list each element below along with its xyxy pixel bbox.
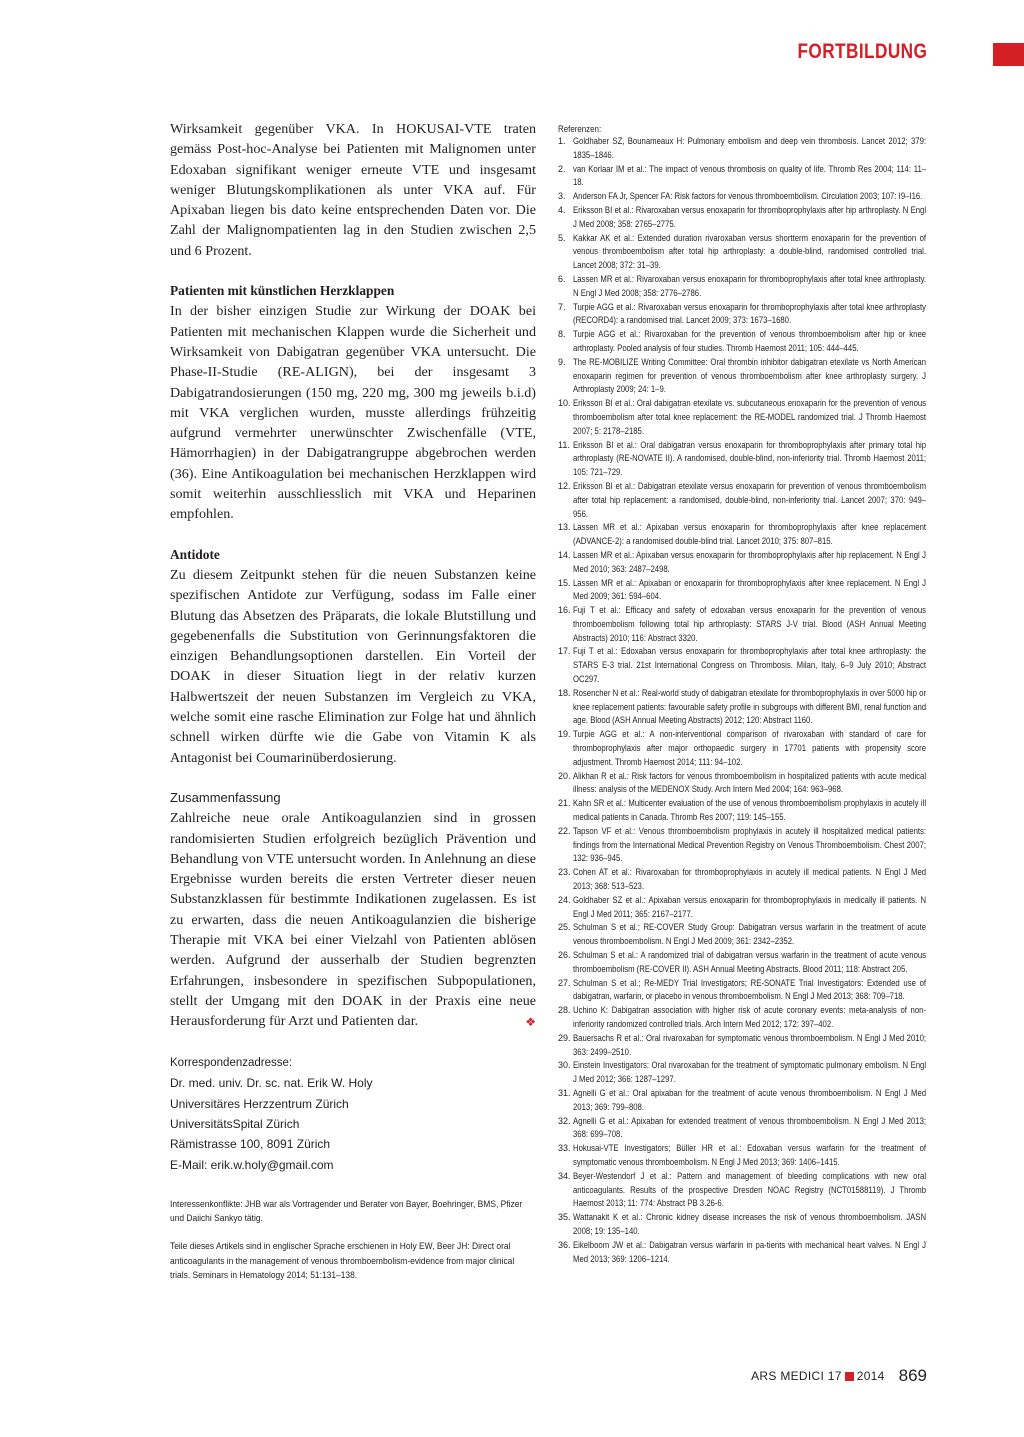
square-icon — [845, 1372, 854, 1381]
reference-text: Agnelli G et al.: Apixaban for extended treatment of venous thromboembolism. N Engl J Med 2013; 368: 699–708. — [573, 1115, 927, 1140]
reference-text-wrap — [573, 1211, 926, 1239]
reference-number: 31. — [558, 1087, 571, 1098]
reference-text-wrap — [573, 521, 926, 549]
paragraph-summary — [170, 808, 536, 1031]
reference-item — [558, 577, 926, 605]
reference-text: Goldhaber SZ et al.: Apixaban versus enoxaparin for thromboprophylaxis in medically ill patients. N Engl J Med 2011; 365: 2167–2177. — [573, 894, 927, 919]
reference-text-wrap — [573, 397, 926, 438]
reference-number: 5. — [558, 232, 566, 243]
reference-item — [558, 645, 926, 686]
intro-paragraph: Wirksamkeit gegenüber VKA. In HOKUSAI-VTE traten gemäss Post-hoc-Analyse bei Patienten mit Malignomen unter Edoxaban signifikant weniger erneute VTE und insgesamt weniger Blutungskomplikationen als unter VKA auf. Für Apixaban liegen bis dato keine entsprechenden Daten vor. Die Zahl der Malignompatienten lag in den Studien zwischen 2,5 und 6 Prozent. — [170, 121, 536, 259]
reference-text: Uchino K: Dabigatran association with higher risk of acute coronary events: meta-analysis of non-inferiority randomized controlled trials. Arch Intern Med 2012; 172: 397–402. — [573, 1005, 927, 1029]
reference-text-wrap — [573, 894, 926, 922]
reference-text: Agnelli G et al.: Oral apixaban for the treatment of acute venous thromboembolism. N Engl J Med 2013; 369: 799–808. — [573, 1087, 927, 1112]
reference-item — [558, 301, 926, 329]
paragraph-antidote: Zu diesem Zeitpunkt stehen für die neuen Substanzen keine spezifischen Antidote zur Verfügung, sodass im Falle einer Blutung das Absetzen des Präparats, die lokale Blutstillung und gegebenenfalls die Substitution von Gerinnungsfaktoren die einzigen Behandlungsoptionen darstellen. Ein Vorteil der DOAK in dieser Situation liegt in der relativ kurzen Halbwertszeit der neuen Substanzen im Vergleich zu VKA, welche somit eine rasche Elimination zur Folge hat und ähnlich schnell wirken dürfte wie die Gabe von Vitamin K als Antagonist bei Coumarinüberdosierung. — [170, 566, 536, 766]
reference-item — [558, 232, 926, 273]
reference-number: 12. — [558, 480, 571, 491]
reference-item — [558, 1059, 926, 1087]
reference-text: Turpie AGG et al.: Rivaroxaban for the prevention of venous thromboembolism after hip or knee arthroplasty. Pooled analysis of four studies. Thromb Haemost 2011; 105: 444–445. — [573, 329, 927, 353]
reference-number: 32. — [558, 1115, 571, 1126]
reference-text: Eikelboom JW et al.: Dabigatran versus warfarin in pa-tients with mechanical heart valves. N Engl J Med 2013; 369: 1206–1214. — [573, 1239, 927, 1264]
reference-number: 1. — [558, 136, 566, 146]
conflicts-note: Interessenkonflikte: JHB war als Vortragender und Berater von Bayer, Boehringer, BMS, Pfizer und Daiichi Sankyo tätig. — [170, 1197, 523, 1224]
reference-number: 29. — [558, 1032, 571, 1043]
reference-text: Turpie AGG et al.: Rivaroxaban versus enoxaparin for thromboprophylaxis after total knee arthroplasty (RECORD4): a randomised trial. Lancet 2009; 373: 1673–1680. — [573, 301, 927, 326]
reference-text: Cohen AT et al.: Rivaroxaban for thromboprophylaxis in acutely ill medical patients. N Engl J Med 2013; 368: 513–523. — [573, 867, 927, 892]
paragraph-valves: In der bisher einzigen Studie zur Wirkung der DOAK bei Patienten mit mechanischen Klappen wurde die Sicherheit und Wirksamkeit von Dabigatran gegenüber VKA untersucht. Die Phase-II-Studie (RE-ALIGN), bei der insgesamt 3 Dabigatrandosierungen (150 mg, 220 mg, 300 mg jeweils b.i.d) mit VKA verglichen wurden, musste allerdings frühzeitig aufgrund vermehrter unerwünschter Zwischenfälle (VTE, Hämorrhagien) in der Dabigatrangruppe abgebrochen werden (36). Eine Antikoagulation bei mechanischen Herzklappen wird somit weiterhin ausschliesslich mit VKA und Heparinen empfohlen. — [170, 303, 536, 523]
page-number: 869 — [898, 1366, 927, 1385]
reference-number: 27. — [558, 977, 571, 988]
reference-text: Schulman S et al.; RE-COVER Study Group: Dabigatran versus warfarin in the treatment of acute venous thromboembolism. N Engl J Med 2009; 361: 2342–2352. — [573, 922, 927, 947]
reference-item — [558, 687, 926, 728]
reference-text-wrap — [573, 770, 926, 798]
reference-text: Goldhaber SZ, Bounameaux H: Pulmonary embolism and deep vein thrombosis. Lancet 2012; 379: 1835–1846. — [573, 136, 927, 160]
reference-text: Rosencher N et al.: Real-world study of dabigatran etexilate for thromboprophylaxis in over 5000 hip or knee replacement patients: favourable safety profile in subgroups with different BMI, renal function and age. Blood (ASH Annual Meeting Abstracts) 2012; 120: Abstract 1160. — [573, 687, 927, 726]
reference-item — [558, 1170, 926, 1211]
reference-item — [558, 163, 926, 191]
reference-number: 30. — [558, 1060, 571, 1071]
section-title: FORTBILDUNG — [797, 40, 927, 63]
contact-label: Korrespondenzadresse: — [170, 1057, 293, 1070]
reference-text-wrap — [573, 1004, 926, 1032]
journal-name: ARS MEDICI 17 — [751, 1369, 842, 1383]
section-color-block — [993, 43, 1024, 66]
reference-number: 33. — [558, 1143, 571, 1154]
reference-number: 2. — [558, 163, 566, 174]
reference-number: 17. — [558, 646, 571, 657]
reference-item — [558, 549, 926, 577]
reference-number: 10. — [558, 398, 571, 409]
reference-text: Eriksson BI et al.: Oral dabigatran versus enoxaparin for thromboprophylaxis after primary total hip arthroplasty (RE-NOVATE II). A randomised, double-blind, non-inferiority trial. Thromb Haemost 2011; 105: 721–729. — [573, 439, 927, 478]
reference-text-wrap — [573, 439, 926, 480]
reference-item — [558, 604, 926, 645]
footer-journal — [751, 1369, 885, 1383]
reference-number: 21. — [558, 798, 571, 809]
reference-item — [558, 439, 926, 480]
heading-valves: Patienten mit künstlichen Herzklappen — [170, 283, 395, 299]
reference-text-wrap — [573, 328, 926, 356]
reference-item — [558, 894, 926, 922]
page-footer — [751, 1366, 927, 1386]
reference-text: Schulman S et al.: A randomized trial of dabigatran versus warfarin in the treatment of acute venous thromboembolism (RE-COVER II). ASH Annual Meeting Abstracts. Blood 2011; 118: Abstract 205. — [573, 950, 927, 974]
reference-text: Lassen MR et al.: Rivaroxaban versus enoxaparin for thromboprophylaxis after total knee arthroplasty. N Engl J Med 2008; 358: 2776–2786. — [573, 273, 927, 298]
heading-summary: Zusammenfassung — [170, 789, 281, 805]
reference-text: Eriksson BI et al.: Dabigatran etexilate versus enoxaparin for prevention of venous thromboembolism after total hip replacement: a randomised, double-blind, non-inferiority trial. Lancet 2007; 370: 949–956. — [573, 480, 927, 519]
reference-text: Eriksson BI et al.: Rivaroxaban versus enoxaparin for thromboprophylaxis after hip arthroplasty. N Engl J Med 2008; 358: 2765–2775. — [573, 204, 927, 229]
reference-text-wrap — [573, 1142, 926, 1170]
reference-number: 19. — [558, 729, 571, 740]
reference-text-wrap — [573, 273, 926, 301]
contact-email: E-Mail: erik.w.holy@gmail.com — [170, 1157, 334, 1172]
reference-text: Tapson VF et al.: Venous thromboembolism prophylaxis in acutely ill hospitalized medical patients: findings from the International Medical Prevention Registry on Venous Thromboembolism. Chest 2007; 132: 936–945. — [573, 825, 927, 864]
reference-item — [558, 1142, 926, 1170]
reference-item — [558, 273, 926, 301]
reference-number: 11. — [558, 439, 570, 450]
reference-text: Fuji T et al.: Efficacy and safety of edoxaban versus enoxaparin for the prevention of venous thromboembolism following total hip arthroplasty: STARS J-V trial. Blood (ASH Annual Meeting Abstracts) 2010; 116: Abstract 3320. — [573, 605, 927, 643]
reference-number: 25. — [558, 922, 571, 933]
reference-text-wrap — [573, 1115, 926, 1143]
reference-text: Lassen MR et al.: Apixaban versus enoxaparin for thromboprophylaxis after knee replacement (ADVANCE-2): a randomised double-blind trial. Lancet 2010; 375: 807–815. — [573, 522, 927, 547]
contact-name: Dr. med. univ. Dr. sc. nat. Erik W. Holy — [170, 1076, 373, 1091]
reference-text: Lassen MR et al.: Apixaban versus enoxaparin for thromboprophylaxis after hip replacement. N Engl J Med 2010; 363: 2487–2498. — [573, 549, 927, 574]
reference-item — [558, 1032, 926, 1060]
reference-text: Anderson FA Jr, Spencer FA: Risk factors for venous thromboembolism. Circulation 2003; 107: I9–I16. — [573, 191, 923, 202]
reference-number: 15. — [558, 577, 571, 588]
reference-text: Alikhan R et al.: Risk factors for venous thromboembolism in hospitalized patients with acute medical illness: analysis of the MEDENOX Study. Arch Intern Med 2004; 164: 963–968. — [573, 770, 927, 795]
reference-item — [558, 977, 926, 1005]
reference-text-wrap — [573, 1059, 926, 1087]
reference-text-wrap — [573, 135, 926, 163]
reference-number: 13. — [558, 522, 571, 533]
reference-number: 20. — [558, 770, 571, 781]
reference-number: 4. — [558, 204, 566, 215]
reference-text: Einstein Investigators: Oral rivaroxaban for the treatment of symptomatic pulmonary embolism. N Engl J Med 2012; 366: 1287–1297. — [573, 1060, 927, 1085]
reference-item — [558, 866, 926, 894]
reference-text-wrap — [573, 921, 926, 949]
reference-text: Bauersachs R et al.: Oral rivaroxaban for symptomatic venous thromboembolism. N Engl J Med 2010; 363: 2499–2510. — [573, 1032, 927, 1057]
reference-text-wrap — [573, 604, 926, 645]
reference-number: 8. — [558, 329, 566, 340]
reference-item — [558, 797, 926, 825]
reference-number: 14. — [558, 549, 571, 560]
reference-number: 35. — [558, 1212, 571, 1223]
reference-item — [558, 921, 926, 949]
reference-item — [558, 1087, 926, 1115]
reference-text: Turpie AGG et al.: A non-interventional comparison of rivaroxaban with standard of care for thromboprophylaxis after major orthopaedic surgery in 17701 patients with propensity score adjustment. Thromb Haemost 2014; 111: 94–102. — [573, 729, 927, 767]
reference-text-wrap — [573, 645, 926, 686]
reference-item — [558, 190, 926, 204]
reference-item — [558, 770, 926, 798]
reference-text-wrap — [573, 356, 926, 397]
reference-item — [558, 135, 926, 163]
journal-year: 2014 — [856, 1369, 885, 1383]
contact-address: Rämistrasse 100, 8091 Zürich — [170, 1137, 331, 1152]
reference-item — [558, 397, 926, 438]
publication-note: Teile dieses Artikels sind in englischer Sprache erschienen in Holy EW, Beer JH: Direct oral anticoagulants in the management of venous thromboembolism-evidence from major clinical trials. Seminars in Hematology 2014; 51:131–138. — [170, 1240, 515, 1280]
reference-number: 3. — [558, 191, 566, 202]
contact-institution: Universitäres Herzzentrum Zürich — [170, 1096, 349, 1111]
summary-text: Zahlreiche neue orale Antikoagulanzien sind in grossen randomisierten Studien erfolgreich bezüglich Prävention und Behandlung von VTE untersucht worden. In Anlehnung an diese Ergebnisse wurden bereits die ersten Vertreter dieser neuen Substanzklassen für bestimmte Indikationen zugelassen. Es ist zu erwarten, dass die neuen Antikoagulanzien die bisherige Therapie mit VKA bei einer Vielzahl von Patienten ablösen werden. Aufgrund der ausserhalb der Studien begrenzten Erfahrungen, insbesondere in spezifischen Subpopulationen, stellt der Umgang mit den DOAK in der Praxis eine neue Herausforderung für Arzt und Patienten dar. — [170, 810, 536, 1030]
reference-item — [558, 949, 926, 977]
reference-number: 28. — [558, 1005, 571, 1016]
reference-text-wrap — [573, 301, 926, 329]
reference-item — [558, 728, 926, 769]
reference-text-wrap — [573, 190, 926, 204]
reference-text-wrap — [573, 232, 926, 273]
main-text-column — [170, 119, 536, 1282]
reference-item — [558, 521, 926, 549]
reference-text-wrap — [573, 577, 926, 605]
reference-item — [558, 356, 926, 397]
reference-number: 6. — [558, 273, 566, 284]
reference-text: Kahn SR et al.: Multicenter evaluation of the use of venous thromboembolism prophylaxis in acutely ill medical patients in Canada. Thromb Res 2007; 119: 145–155. — [573, 798, 927, 823]
reference-item — [558, 480, 926, 521]
reference-number: 23. — [558, 867, 571, 878]
reference-text-wrap — [573, 1239, 926, 1267]
reference-number: 34. — [558, 1170, 571, 1181]
references-list — [558, 135, 926, 1266]
reference-item — [558, 328, 926, 356]
reference-text: Lassen MR et al.: Apixaban or enoxaparin for thromboprophylaxis after knee replacement. N Engl J Med 2009; 361: 594–604. — [573, 577, 927, 602]
reference-number: 22. — [558, 825, 571, 836]
reference-text-wrap — [573, 1170, 926, 1211]
reference-text-wrap — [573, 866, 926, 894]
reference-text: Beyer-Westendorf J et al.: Pattern and management of bleeding complications with new oral anticoagulants. Results of the prospective Dresden NOAC Registry (NCT01588119). J Thromb Haemost 2013; 11: 774: Abstract PB 3.26-6. — [573, 1170, 927, 1209]
heading-antidote: Antidote — [170, 546, 220, 562]
reference-text-wrap — [573, 687, 926, 728]
reference-number: 18. — [558, 687, 571, 698]
contact-hospital: UniversitätsSpital Zürich — [170, 1117, 300, 1132]
reference-text-wrap — [573, 1087, 926, 1115]
reference-text-wrap — [573, 1032, 926, 1060]
reference-item — [558, 1115, 926, 1143]
reference-number: 24. — [558, 894, 571, 905]
reference-text: Fuji T et al.: Edoxaban versus enoxaparin for thromboprophylaxis after total knee arthroplasty: the STARS E-3 trial. 21st International Congress on Thrombosis. Milan, Italy, 6–9 July 2010; Abstract OC297. — [573, 646, 927, 685]
reference-text: Eriksson BI et al.: Oral dabigatran etexilate vs. subcutaneous enoxaparin for the prevention of venous thromboembolism after total knee replacement: the RE-MODEL randomized trial. J Thromb Haemost 2007; 5: 2178–2185. — [573, 398, 927, 436]
reference-text: Wattanakit K et al.: Chronic kidney disease increases the risk of venous thromboembolism. JASN 2008; 19: 135–140. — [573, 1212, 927, 1236]
reference-number: 9. — [558, 356, 566, 367]
reference-item — [558, 1004, 926, 1032]
reference-text: Schulman S et al.; Re-MEDY Trial Investigators; RE-SONATE Trial Investigators: Extended use of dabigatran, warfarin, or placebo in venous thromboembolism. N Engl J Med 2013; 368: 709–718. — [573, 977, 927, 1002]
reference-text-wrap — [573, 825, 926, 866]
reference-text-wrap — [573, 163, 926, 191]
reference-text: Hokusai-VTE Investigators; Büller HR et al.: Edoxaban versus warfarin for the treatment of symptomatic venous thromboembolism. N Engl J Med 2013; 369: 1406–1415. — [573, 1143, 927, 1167]
reference-text: Kakkar AK et al.: Extended duration rivaroxaban versus shortterm enoxaparin for the prevention of venous thromboembolism after total hip arthroplasty: a double-blind, randomised controlled trial. Lancet 2008; 372: 31–39. — [573, 232, 927, 271]
reference-text-wrap — [573, 797, 926, 825]
reference-text-wrap — [573, 549, 926, 577]
end-mark-icon: ❖ — [525, 1015, 536, 1030]
reference-item — [558, 1211, 926, 1239]
reference-text: van Korlaar IM et al.: The impact of venous thrombosis on quality of life. Thromb Res 2004; 114: 11–18. — [573, 163, 927, 188]
reference-number: 7. — [558, 301, 566, 312]
reference-number: 16. — [558, 605, 571, 616]
reference-text-wrap — [573, 204, 926, 232]
references-column — [558, 123, 926, 1266]
reference-text-wrap — [573, 977, 926, 1005]
reference-number: 36. — [558, 1239, 571, 1250]
reference-item — [558, 204, 926, 232]
reference-number: 26. — [558, 950, 571, 961]
reference-text-wrap — [573, 480, 926, 521]
reference-text: The RE-MOBILIZE Writing Committee: Oral thrombin inhibitor dabigatran etexilate vs North American enoxaparin regimen for prevention of venous thromboembolism after knee arthroplasty surgery. J Arthroplasty 2009; 24: 1–9. — [573, 356, 927, 395]
references-title: Referenzen: — [558, 124, 602, 134]
reference-item — [558, 1239, 926, 1267]
reference-text-wrap — [573, 949, 926, 977]
reference-item — [558, 825, 926, 866]
reference-text-wrap — [573, 728, 926, 769]
